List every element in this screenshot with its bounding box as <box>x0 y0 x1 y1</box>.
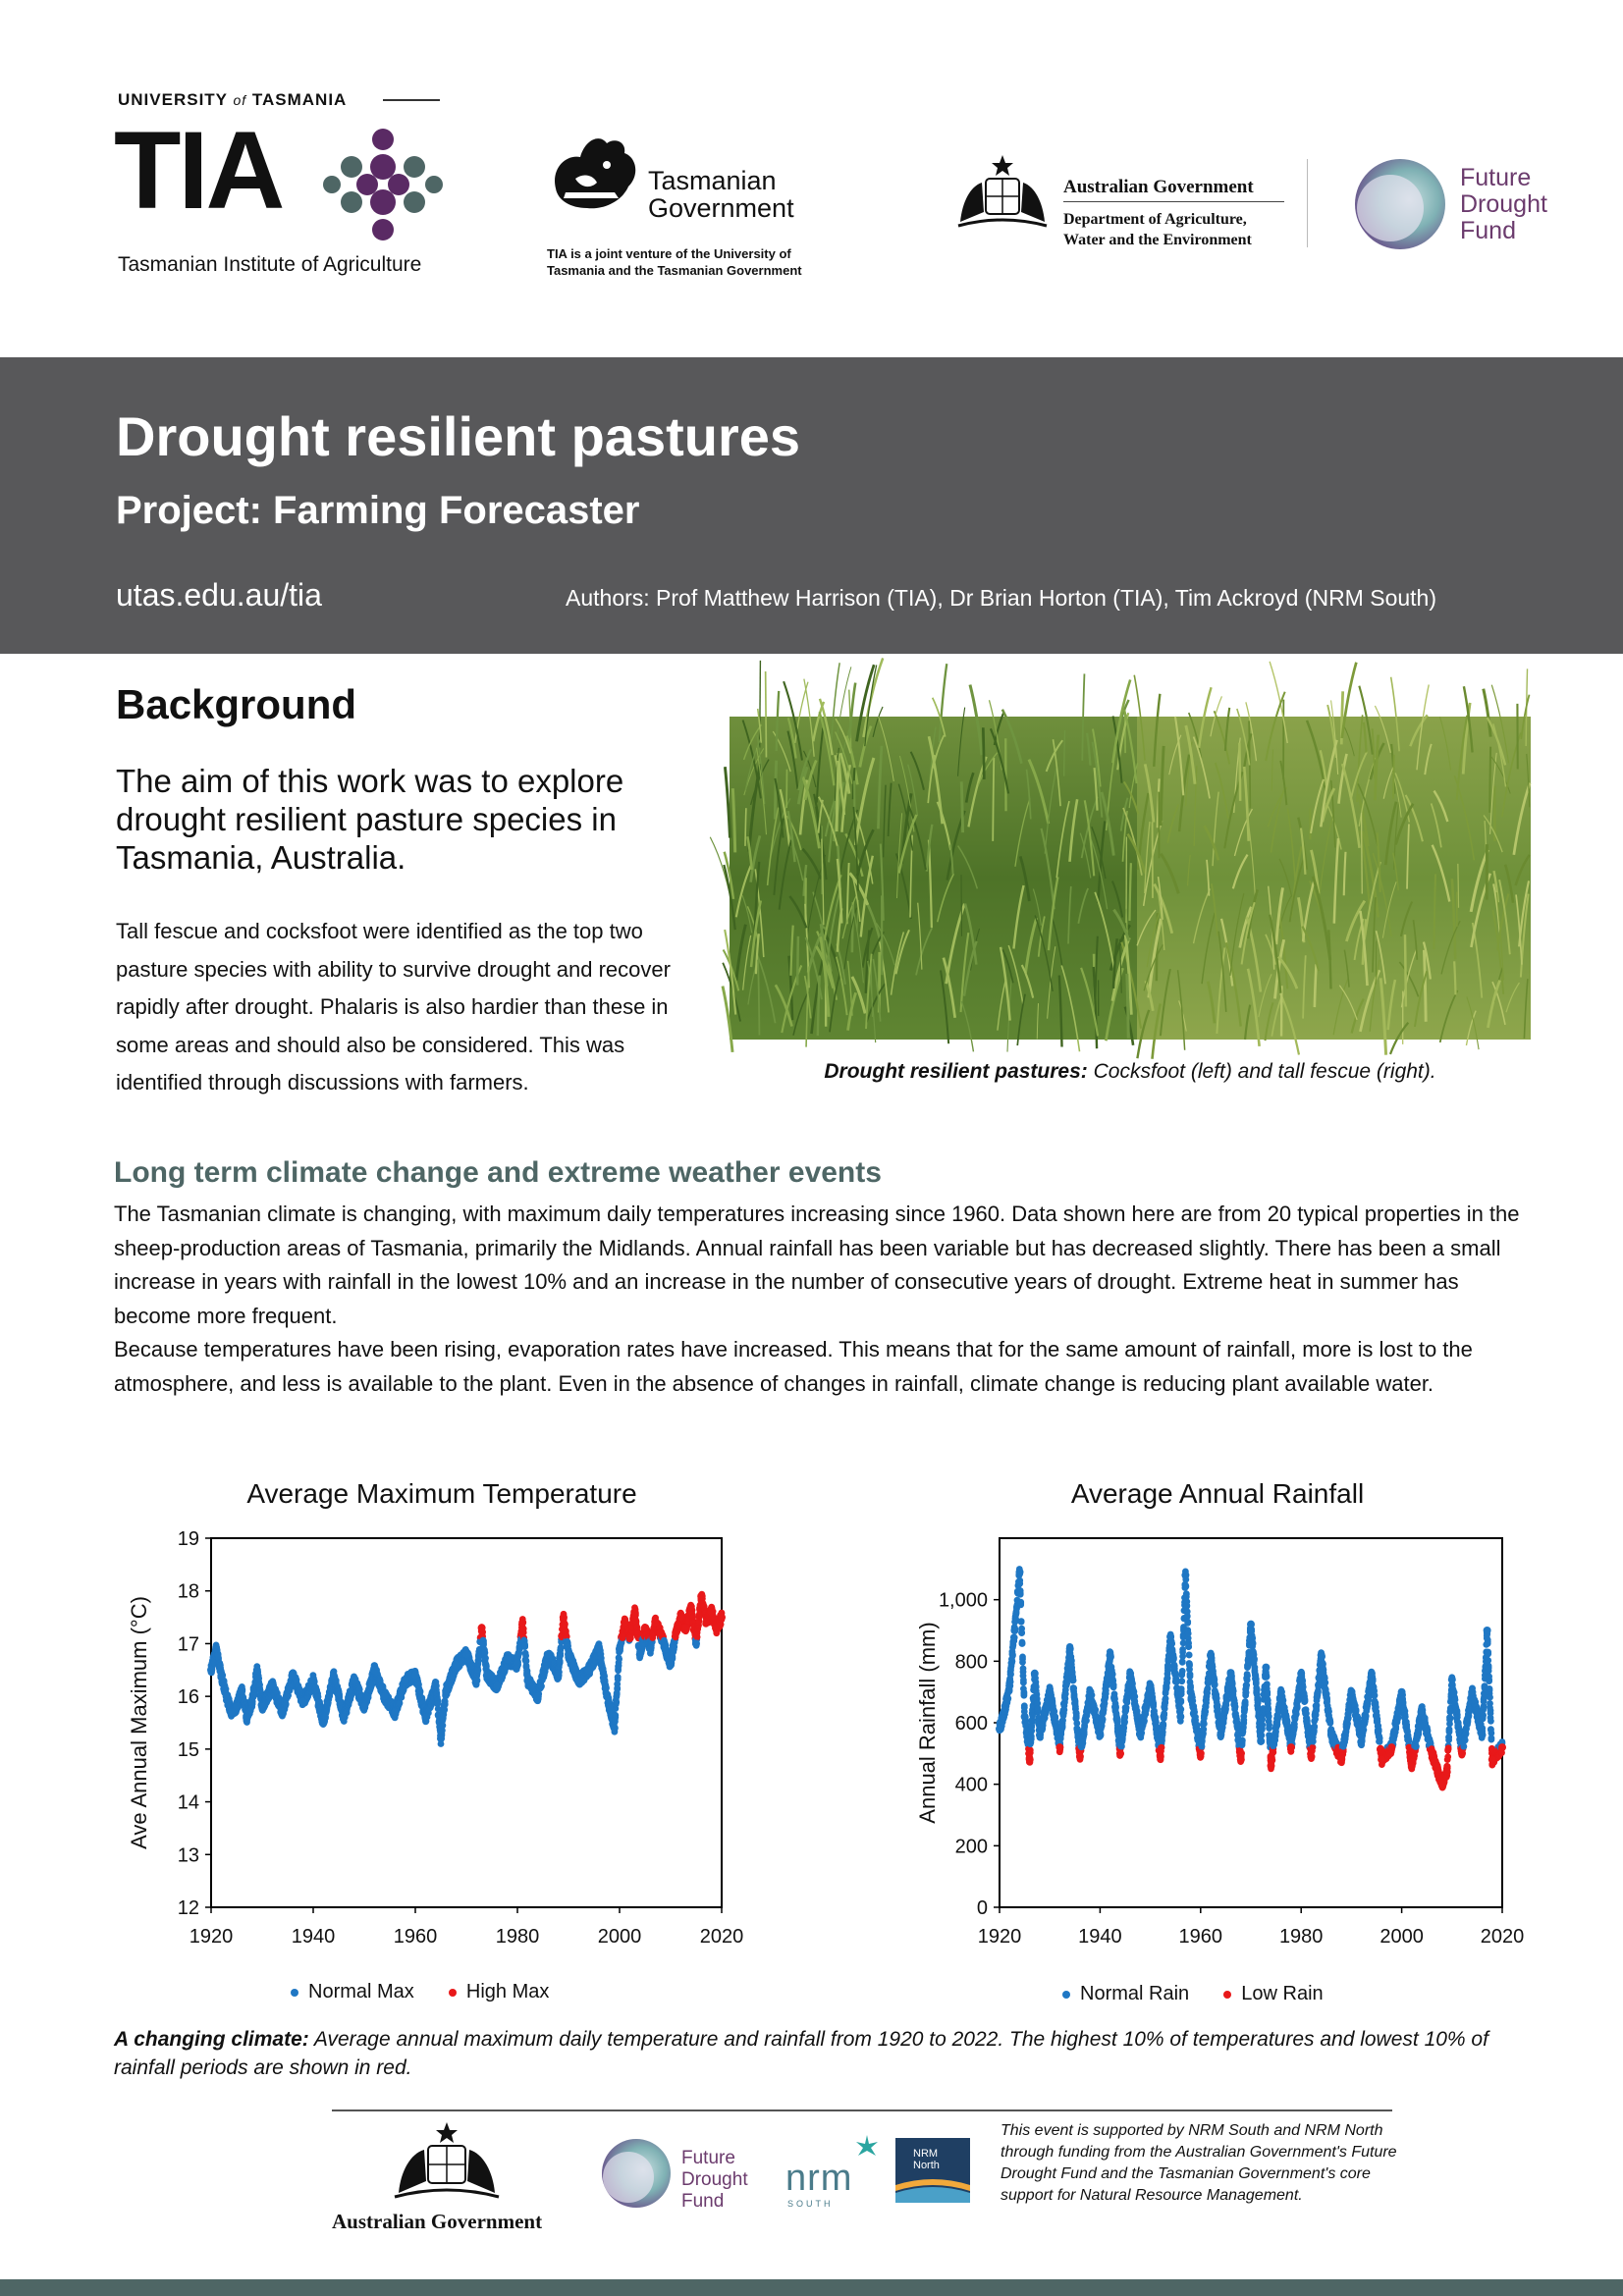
grass-blade <box>993 758 994 841</box>
climate-paragraph-2: Because temperatures have been rising, evaporation rates have increased. This means that for the same amount of rainfall, more is lost to the atmosphere, and less is available to the plant. Even in the absence of changes in rainfall, climate change is reducing plant available water. <box>114 1337 1473 1396</box>
data-point <box>672 1629 679 1637</box>
data-point <box>437 1735 445 1742</box>
normal-point <box>1061 1707 1068 1714</box>
data-point <box>611 1724 619 1732</box>
normal-point <box>1018 1619 1025 1626</box>
ausgov-rule <box>1063 201 1284 202</box>
normal-point <box>1007 1671 1014 1678</box>
normal-point <box>1092 1706 1099 1713</box>
grass-blade <box>725 767 730 837</box>
data-point <box>340 1714 348 1722</box>
data-point <box>248 1698 256 1706</box>
logo-divider <box>1307 159 1308 247</box>
normal-point <box>614 1685 621 1692</box>
y-tick-label: 0 <box>976 1897 988 1919</box>
rainfall-chart <box>877 1517 1525 1958</box>
grass-blade <box>1424 950 1426 1022</box>
data-point <box>534 1692 542 1700</box>
data-point <box>631 1608 639 1616</box>
tia-joint-venture-note: TIA is a joint venture of the University of Tasmania and the Tasmanian Government <box>547 246 802 278</box>
data-point <box>702 1619 710 1627</box>
data-point <box>212 1645 220 1653</box>
normal-point <box>1134 1712 1141 1719</box>
data-point <box>657 1629 665 1637</box>
data-point <box>381 1692 389 1700</box>
x-tick-label: 1960 <box>1178 1926 1223 1948</box>
data-point <box>708 1608 716 1616</box>
normal-point <box>1072 1703 1079 1710</box>
normal-point <box>521 1643 528 1650</box>
extreme-point <box>520 1626 527 1632</box>
background-paragraph: Tall fescue and cocksfoot were identified as the top two pasture species with ability to survive drought and recover rapidly after drought. Phalaris is also hardier than these in some areas and should also be considered. This was identified through discussions with farmers. <box>116 919 671 1095</box>
data-point <box>351 1677 358 1684</box>
data-point <box>636 1650 644 1658</box>
page-title: Drought resilient pastures <box>116 405 801 467</box>
university-rule <box>383 99 440 101</box>
data-point <box>289 1672 297 1680</box>
tia-full-name: Tasmanian Institute of Agriculture <box>118 253 422 276</box>
normal-point <box>616 1662 622 1669</box>
grass-blade <box>1458 864 1459 908</box>
normal-point <box>1070 1684 1077 1691</box>
tasmanian-devil-logo-icon <box>546 130 644 218</box>
data-point <box>233 1703 241 1711</box>
data-point <box>299 1698 307 1706</box>
data-point <box>595 1645 603 1653</box>
photo-caption: Drought resilient pastures: Cocksfoot (left) and tall fescue (right). <box>824 1060 1436 1083</box>
normal-point <box>1018 1629 1025 1636</box>
grass-blade <box>1454 961 1455 994</box>
normal-point <box>397 1700 404 1707</box>
x-tick-label: 1940 <box>1078 1926 1122 1948</box>
normal-point <box>417 1687 424 1694</box>
data-point <box>621 1619 628 1627</box>
normal-point <box>523 1658 530 1665</box>
x-tick-label: 1980 <box>495 1926 540 1948</box>
data-point <box>667 1661 675 1669</box>
normal-point <box>1113 1715 1120 1722</box>
temperature-legend <box>291 1981 549 2003</box>
data-point <box>560 1614 568 1622</box>
grass-blade <box>766 671 767 757</box>
data-point <box>616 1645 623 1653</box>
normal-point <box>1020 1665 1027 1672</box>
y-tick-label: 14 <box>177 1791 199 1814</box>
x-tick-label: 1920 <box>977 1926 1022 1948</box>
data-point <box>687 1603 695 1611</box>
legend-item-high-max: High Max <box>449 1981 549 2002</box>
grass-blade <box>961 781 962 832</box>
x-tick-label: 2000 <box>597 1926 642 1948</box>
y-axis-label: Ave Annual Maximum (°C) <box>127 1596 151 1849</box>
data-point <box>692 1639 700 1647</box>
normal-point <box>336 1691 343 1698</box>
x-tick-label: 2020 <box>699 1926 744 1948</box>
normal-point <box>603 1684 610 1691</box>
data-point <box>676 1614 684 1622</box>
grass-blade <box>1362 813 1363 893</box>
data-point <box>625 1634 633 1642</box>
data-point <box>442 1687 450 1695</box>
project-subtitle: Project: Farming Forecaster <box>116 489 640 532</box>
data-point <box>600 1677 608 1684</box>
data-point <box>238 1687 245 1695</box>
data-point <box>493 1682 501 1689</box>
x-tick-label: 1940 <box>291 1926 336 1948</box>
authors-line: Authors: Prof Matthew Harrison (TIA), Dr Brian Horton (TIA), Tim Ackroyd (NRM South) <box>566 585 1436 611</box>
normal-point <box>1103 1690 1109 1697</box>
normal-point <box>1131 1693 1138 1700</box>
data-point <box>662 1645 670 1653</box>
temperature-chart-title: Average Maximum Temperature <box>246 1478 637 1509</box>
data-point <box>483 1672 491 1680</box>
y-tick-label: 800 <box>954 1651 988 1674</box>
data-point <box>319 1719 327 1727</box>
y-tick-label: 19 <box>177 1528 199 1550</box>
y-tick-label: 16 <box>177 1686 199 1709</box>
pasture-photo <box>730 717 1531 1040</box>
legend-item-normal-max: Normal Max <box>291 1981 414 2002</box>
department-name: Department of Agriculture, Water and the Environment <box>1063 211 1252 248</box>
x-tick-label: 2020 <box>1480 1926 1525 1948</box>
normal-point <box>1016 1580 1023 1587</box>
data-point <box>585 1666 593 1674</box>
data-point <box>402 1677 409 1684</box>
data-point <box>391 1708 399 1716</box>
grass-blade <box>1393 755 1394 799</box>
future-drought-fund-logo-icon <box>1351 155 1449 253</box>
extreme-point <box>633 1618 640 1625</box>
normal-point <box>1020 1677 1027 1683</box>
tia-molecule-logo-icon <box>324 126 442 243</box>
y-tick-label: 15 <box>177 1738 199 1761</box>
normal-point <box>1033 1683 1040 1690</box>
y-tick-label: 200 <box>954 1836 988 1858</box>
pasture-photo-image <box>730 717 1531 1040</box>
data-point <box>472 1677 480 1684</box>
x-tick-label: 1980 <box>1278 1926 1324 1948</box>
data-point <box>279 1708 287 1716</box>
normal-point <box>1070 1678 1077 1684</box>
rainfall-chart-title: Average Annual Rainfall <box>1070 1478 1365 1509</box>
normal-point <box>1100 1716 1107 1723</box>
grass-blade <box>1239 743 1240 801</box>
grass-blade <box>1129 863 1130 921</box>
background-heading: Background <box>116 681 357 727</box>
data-point <box>713 1624 721 1631</box>
data-point <box>651 1619 659 1627</box>
normal-point <box>558 1644 565 1651</box>
y-axis-label: Annual Rainfall (mm) <box>915 1622 940 1824</box>
normal-point <box>1110 1682 1117 1688</box>
website-link[interactable]: utas.edu.au/tia <box>116 577 322 613</box>
extreme-point <box>562 1621 568 1628</box>
data-point <box>518 1619 526 1627</box>
normal-point <box>1017 1600 1024 1607</box>
y-tick-label: 13 <box>177 1844 199 1867</box>
y-tick-label: 400 <box>954 1774 988 1796</box>
data-point <box>641 1624 649 1631</box>
normal-point <box>612 1712 619 1719</box>
normal-point <box>1019 1656 1026 1663</box>
y-tick-label: 1,000 <box>938 1589 988 1612</box>
grass-blade <box>1405 934 1406 1006</box>
data-point <box>718 1614 726 1622</box>
climate-heading: Long term climate change and extreme weather events <box>114 1156 882 1189</box>
normal-point <box>1021 1690 1028 1697</box>
data-point <box>514 1661 521 1669</box>
data-point <box>411 1672 419 1680</box>
normal-point <box>615 1676 622 1682</box>
normal-point <box>1017 1590 1024 1597</box>
plot-frame <box>211 1538 722 1907</box>
tia-logo-text: TIA <box>114 109 283 232</box>
data-point <box>268 1682 276 1689</box>
normal-point <box>1021 1704 1028 1711</box>
grass-blade <box>1489 747 1490 813</box>
aim-statement: The aim of this work was to explore drought resilient pasture species in Tasmania, Australia. <box>116 763 624 876</box>
normal-point <box>1129 1681 1136 1687</box>
data-point <box>207 1666 215 1674</box>
data-point <box>523 1677 531 1684</box>
data-point <box>258 1703 266 1711</box>
data-point <box>453 1661 460 1669</box>
data-point <box>478 1624 486 1631</box>
temperature-chart <box>108 1517 744 1958</box>
grass-blade <box>1127 974 1128 1039</box>
x-tick-label: 1920 <box>189 1926 234 1948</box>
grass-blade <box>797 936 798 986</box>
normal-point <box>1109 1671 1116 1678</box>
data-point <box>606 1703 614 1711</box>
normal-point <box>538 1682 545 1689</box>
data-point <box>432 1682 440 1689</box>
data-point <box>462 1650 470 1658</box>
grass-blade <box>837 761 839 831</box>
normal-point <box>616 1656 622 1663</box>
data-point <box>565 1650 572 1658</box>
data-point <box>223 1692 231 1700</box>
normal-point <box>442 1701 449 1708</box>
y-tick-label: 12 <box>177 1897 199 1919</box>
normal-point <box>1019 1640 1026 1647</box>
data-point <box>697 1592 705 1600</box>
y-tick-label: 600 <box>954 1713 988 1735</box>
normal-point <box>255 1676 262 1682</box>
y-tick-label: 18 <box>177 1580 199 1603</box>
data-point <box>253 1666 261 1674</box>
data-point <box>544 1650 552 1658</box>
grass-blade <box>775 761 776 820</box>
grass-blade <box>983 727 984 779</box>
data-point <box>421 1714 429 1722</box>
university-of-tasmania-wordmark: UNIVERSITY of TASMANIA <box>118 90 348 109</box>
data-point <box>682 1624 690 1631</box>
normal-point <box>1004 1695 1011 1702</box>
data-point <box>243 1714 250 1722</box>
y-tick-label: 17 <box>177 1633 199 1656</box>
australian-coat-of-arms-icon <box>948 153 1056 236</box>
normal-point <box>475 1667 482 1674</box>
data-point <box>370 1666 378 1674</box>
future-drought-fund-name: Future Drought Fund <box>1460 164 1547 244</box>
normal-point <box>598 1655 605 1662</box>
grass-blade <box>852 902 853 952</box>
extreme-point <box>1027 1749 1034 1756</box>
x-tick-label: 2000 <box>1380 1926 1424 1948</box>
climate-paragraph-1: The Tasmanian climate is changing, with maximum daily temperatures increasing since 1960. Data shown here are from 20 typical properties in the sheep-production areas of Tasmania, primarily the Midlands. Annual rainfall has been variable but has decreased slightly. There has been a small increase in years with rainfall in the lowest 10% and an increase in the number of consecutive years of drought. Extreme heat in summer has become more frequent. <box>114 1201 1520 1328</box>
normal-point <box>440 1722 447 1729</box>
normal-point <box>1009 1652 1016 1659</box>
data-point <box>555 1672 563 1680</box>
grass-blade <box>745 808 746 846</box>
data-point <box>574 1677 582 1684</box>
tasmanian-government-name: Tasmanian Government <box>648 166 794 223</box>
normal-point <box>1035 1705 1042 1712</box>
normal-point <box>1011 1634 1018 1641</box>
data-point <box>646 1645 654 1653</box>
data-point <box>360 1703 368 1711</box>
data-point <box>309 1677 317 1684</box>
australian-government-title: Australian Government <box>1063 177 1254 197</box>
data-point <box>330 1672 338 1680</box>
normal-point <box>482 1655 489 1662</box>
normal-point <box>1112 1704 1119 1711</box>
normal-point <box>1121 1714 1128 1721</box>
x-tick-label: 1960 <box>393 1926 438 1948</box>
data-point <box>217 1672 225 1680</box>
normal-point <box>1062 1690 1069 1697</box>
data-point <box>504 1656 512 1664</box>
